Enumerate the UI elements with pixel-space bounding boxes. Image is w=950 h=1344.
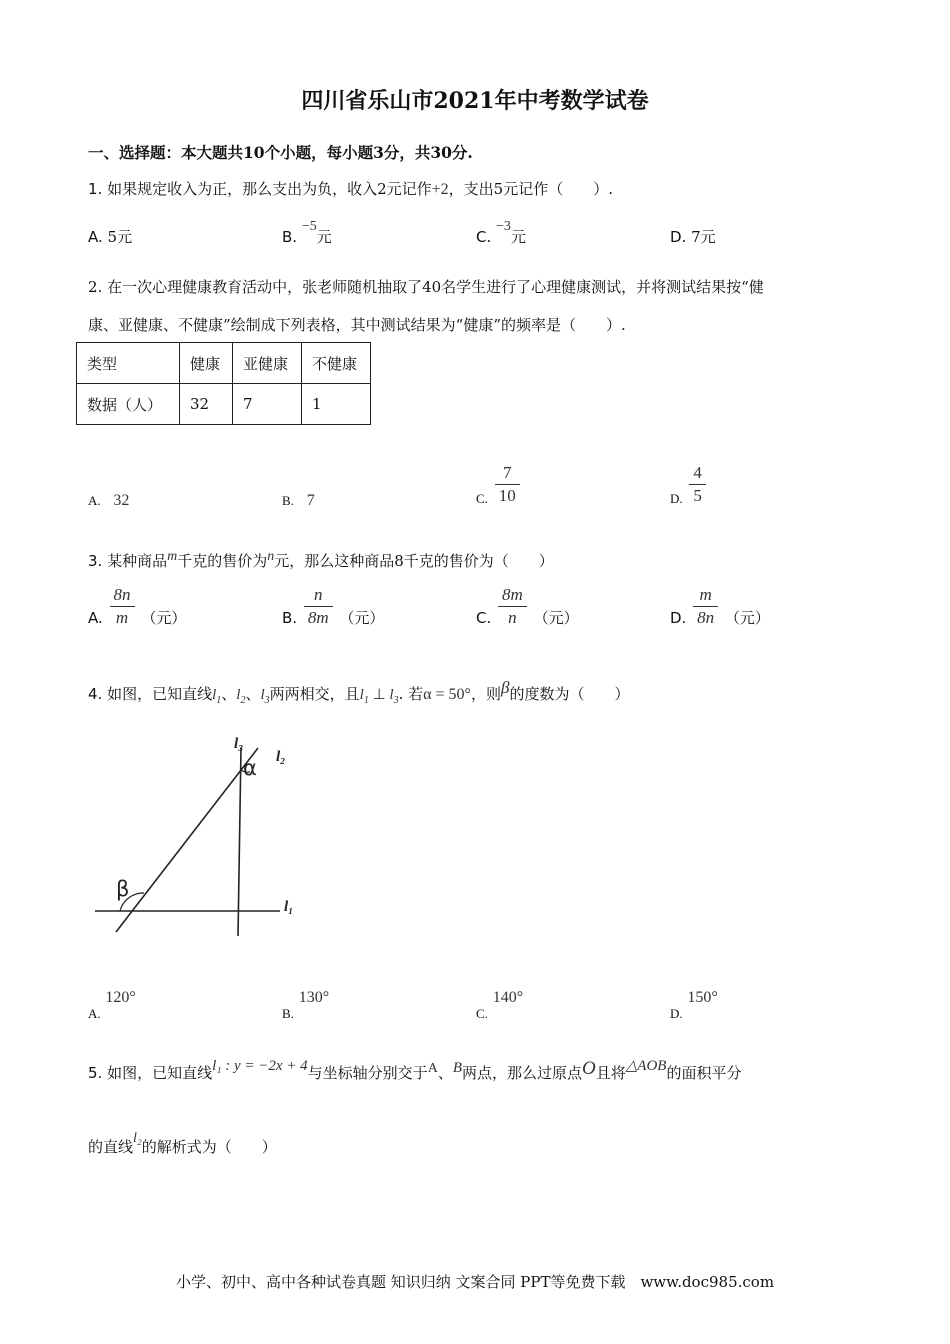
question-4: 4. 如图，已知直线$l_1$、$l_2$、$l_3$两两相交，且$l_1$ ⊥ $l_3$. 若α = 50°，则β的度数为（ ） — [88, 678, 630, 706]
option-label: D. — [670, 490, 683, 506]
question-number: 5. — [88, 1064, 103, 1082]
option-value: 150° — [687, 989, 718, 1006]
option-a[interactable] — [88, 491, 129, 510]
perpendicular-expression: $l_1$ ⊥ $l_3$ — [359, 687, 399, 706]
question-text: 的度数为（ ） — [509, 685, 630, 703]
numerator: 7 — [502, 463, 512, 482]
fraction — [500, 584, 525, 629]
question-5-line-2 — [88, 1131, 277, 1157]
question-text: 的直线 — [88, 1138, 134, 1156]
option-d[interactable] — [670, 226, 716, 247]
question-text: ，则 — [470, 685, 501, 703]
point-b: B — [452, 1060, 462, 1076]
option-label: A. — [88, 228, 103, 246]
denominator: 10 — [498, 486, 516, 505]
option-label: B. — [282, 1006, 294, 1021]
question-1 — [88, 178, 613, 199]
option-label: B. — [282, 228, 298, 246]
fraction — [112, 584, 133, 629]
question-text: 如图，已知直线 — [107, 1064, 213, 1082]
option-unit: （元） — [141, 608, 187, 627]
option-unit: 元 — [510, 228, 526, 246]
option-c[interactable] — [476, 584, 579, 629]
triangle-aob: △AOB — [625, 1058, 667, 1074]
option-label: C. — [476, 608, 492, 627]
question-3 — [88, 550, 554, 571]
numerator: n — [313, 585, 323, 604]
page-title: 四川省乐山市2021年中考数学试卷 — [301, 88, 649, 114]
option-label: C. — [476, 490, 488, 506]
question-text: 如图，已知直线 — [107, 685, 213, 703]
line-l2: $l_2$ — [236, 687, 246, 706]
question-text: 如果规定收入为正，那么支出为负，收入2元记作 — [107, 180, 432, 198]
fraction — [695, 584, 716, 629]
table-header-row — [77, 343, 371, 384]
option-label: D. — [670, 608, 687, 627]
option-value: 130° — [298, 989, 330, 1006]
figure-label-l2: l₂ — [276, 749, 286, 765]
denominator: n — [508, 608, 517, 627]
denominator: 5 — [693, 486, 702, 505]
option-value: −5 — [301, 219, 317, 234]
option-label: D. — [670, 228, 687, 246]
question-text: 的面积平分 — [666, 1064, 742, 1082]
variable-n: n — [267, 549, 275, 564]
option-b[interactable] — [282, 988, 330, 1021]
question-text: 的解析式为（ ） — [141, 1138, 277, 1156]
fraction — [691, 462, 704, 507]
numerator: 8m — [502, 585, 523, 604]
option-c[interactable] — [476, 462, 522, 507]
fraction — [497, 462, 518, 507]
question-text: 元，那么这种商品8千克的售价为（ ） — [274, 552, 554, 570]
question-text: 两点，那么过原点 — [462, 1064, 583, 1082]
question-number: 1. — [88, 180, 103, 198]
beta-symbol: β — [500, 678, 510, 697]
variable-m: m — [167, 549, 178, 564]
point-o: O — [582, 1058, 596, 1079]
option-b[interactable] — [282, 584, 384, 629]
option-unit: （元） — [339, 608, 385, 627]
numerator: 8n — [113, 585, 131, 604]
option-label: B. — [282, 608, 298, 627]
table-cell: 32 — [180, 384, 233, 425]
line-l3-stroke — [238, 748, 241, 936]
figure-label-l1: l₁ — [284, 899, 294, 915]
option-label: C. — [476, 228, 492, 246]
question-text: . 若 — [398, 685, 424, 703]
question-text: ，支出5元记作（ ）. — [448, 180, 613, 198]
option-value: 140° — [492, 989, 524, 1006]
figure-label-beta: β — [116, 877, 130, 901]
numerator: 4 — [693, 463, 702, 482]
line-l1: $l_1$ — [212, 687, 222, 706]
line-l2: l₂ — [133, 1131, 142, 1146]
table-cell: 1 — [302, 384, 371, 425]
point-a: A — [427, 1061, 438, 1076]
question-text: 两两相交，且 — [269, 685, 360, 703]
question-text: 某种商品 — [107, 552, 168, 570]
option-unit: （元） — [724, 608, 770, 627]
option-c[interactable] — [476, 219, 526, 247]
option-label: A. — [88, 493, 101, 508]
figure-label-l3: l₃ — [234, 736, 244, 752]
math-expression: l₁ : y = −2x + 4 — [212, 1058, 308, 1074]
footer-text: 小学、初中、高中各种试卷真题 知识归纳 文案合同 PPT等免费下载 www.doc985.com — [175, 1273, 775, 1291]
denominator: 8n — [697, 608, 715, 627]
option-value: −3 — [496, 219, 511, 234]
math-expression: +2 — [431, 181, 449, 198]
question-number: 4. — [88, 685, 103, 703]
option-a[interactable] — [88, 988, 136, 1021]
option-d[interactable] — [670, 988, 718, 1021]
numerator: m — [699, 585, 712, 604]
table-cell: 数据（人） — [77, 384, 180, 425]
fraction — [306, 584, 331, 629]
table-header-cell: 类型 — [77, 343, 180, 384]
question-2-line-1: 2. 在一次心理健康教育活动中，张老师随机抽取了40名学生进行了心理健康测试，并将测试结果按“健 — [88, 278, 764, 296]
option-b[interactable] — [282, 219, 332, 247]
table-header-cell: 不健康 — [302, 343, 371, 384]
figure-label-alpha: α — [243, 756, 257, 780]
section-heading: 一、选择题：本大题共10个小题，每小题3分，共30分. — [88, 143, 473, 162]
option-d[interactable] — [670, 462, 708, 507]
option-label: D. — [670, 1006, 683, 1021]
option-unit: 元 — [316, 228, 332, 246]
option-d[interactable] — [670, 584, 770, 629]
option-c[interactable] — [476, 988, 524, 1021]
option-label: C. — [476, 1006, 488, 1021]
option-label: B. — [282, 493, 294, 508]
question-text: 千克的售价为 — [177, 552, 268, 570]
table-header-cell: 健康 — [180, 343, 233, 384]
option-value: 7元 — [691, 228, 716, 246]
question-text: 与坐标轴分别交于 — [307, 1064, 428, 1082]
option-value: 7 — [306, 492, 315, 509]
denominator: 8m — [307, 608, 329, 627]
data-table — [76, 342, 371, 425]
option-a[interactable] — [88, 226, 132, 247]
option-b[interactable] — [282, 491, 315, 510]
option-value: 120° — [105, 989, 136, 1006]
option-value: 5元 — [107, 228, 133, 246]
line-l3: $l_3$ — [260, 687, 270, 706]
option-label: A. — [88, 1006, 101, 1021]
option-label: A. — [88, 608, 103, 627]
option-unit: （元） — [533, 608, 579, 627]
question-number: 3. — [88, 552, 103, 570]
denominator: m — [115, 608, 129, 627]
question-2-line-2: 康、亚健康、不健康”绘制成下列表格，其中测试结果为“健康”的频率是（ ）. — [88, 316, 626, 334]
table-cell: 7 — [233, 384, 302, 425]
question-text: 且将 — [595, 1064, 626, 1082]
table-header-cell: 亚健康 — [233, 343, 302, 384]
table-row — [77, 384, 371, 425]
line-l2-stroke — [116, 748, 258, 932]
alpha-expression: α = 50° — [423, 686, 471, 703]
question-5: 5. 如图，已知直线l₁ : y = −2x + 4与坐标轴分别交于A、B两点，那么过原点O且将△AOB的面积平分 — [88, 1058, 742, 1082]
option-a[interactable] — [88, 584, 186, 629]
geometry-figure — [90, 730, 320, 945]
option-value: 32 — [113, 492, 130, 509]
